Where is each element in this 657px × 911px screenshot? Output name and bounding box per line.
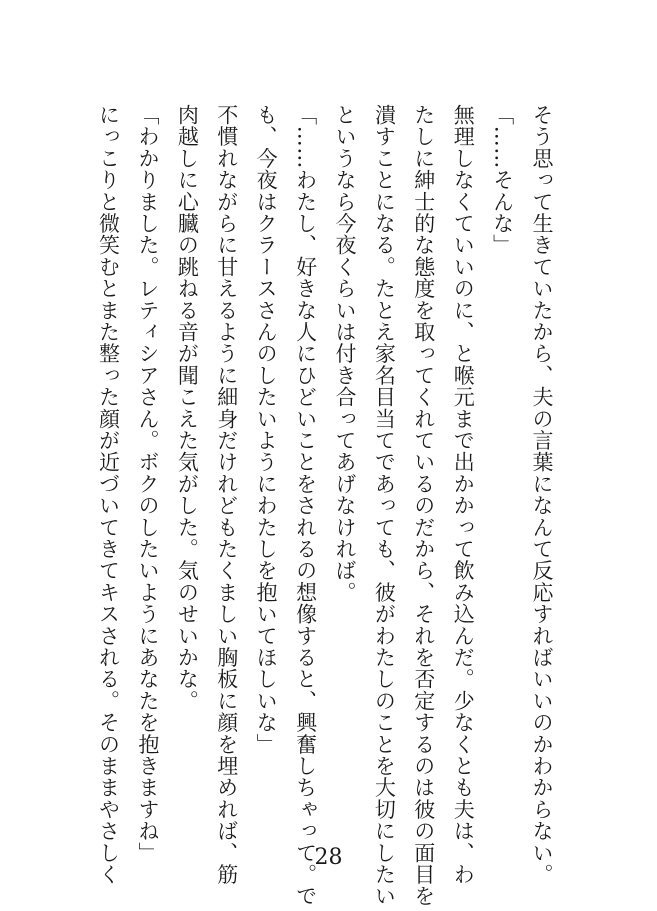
text-line: 「……わたし、好きな人にひどいことをされるの想像すると、興奮しちゃって。で xyxy=(293,104,318,907)
text-line: も、今夜はクラースさんのしたいようにわたしを抱いてほしいな」 xyxy=(254,104,279,755)
text-line: 「……そんな」 xyxy=(490,104,515,256)
text-line: 潰すことになる。たとえ家名目当てであっても、彼がわたしのことを大切にしたい xyxy=(372,104,397,907)
text-line: そう思って生きていたから、夫の言葉になんて反応すればいいのかわからない。 xyxy=(530,104,554,886)
text-line: 「わかりました。レティシアさん。ボクのしたいようにあなたを抱きますね」 xyxy=(135,104,160,864)
text-line: 不慣れながらに甘えるように細身だけれどもたくましい胸板に顔を埋めれば、筋 xyxy=(214,104,239,886)
text-line: 無理しなくていいのに、と喉元まで出かかって飲み込んだ。少なくとも夫は、わ xyxy=(451,104,476,886)
text-line: にっこりと微笑むとまた整った顔が近づいてきてキスされる。そのままやさしく xyxy=(96,104,121,886)
text-line: たしに紳士的な態度を取ってくれているのだから、それを否定するのは彼の面目を xyxy=(411,104,436,907)
text-line: というなら今夜くらいは付き合ってあげなければ。 xyxy=(332,104,357,604)
page-number: 28 xyxy=(314,845,343,870)
text-line: 肉越しに心臓の跳ねる音が聞こえた気がした。気のせいかな。 xyxy=(175,104,200,712)
